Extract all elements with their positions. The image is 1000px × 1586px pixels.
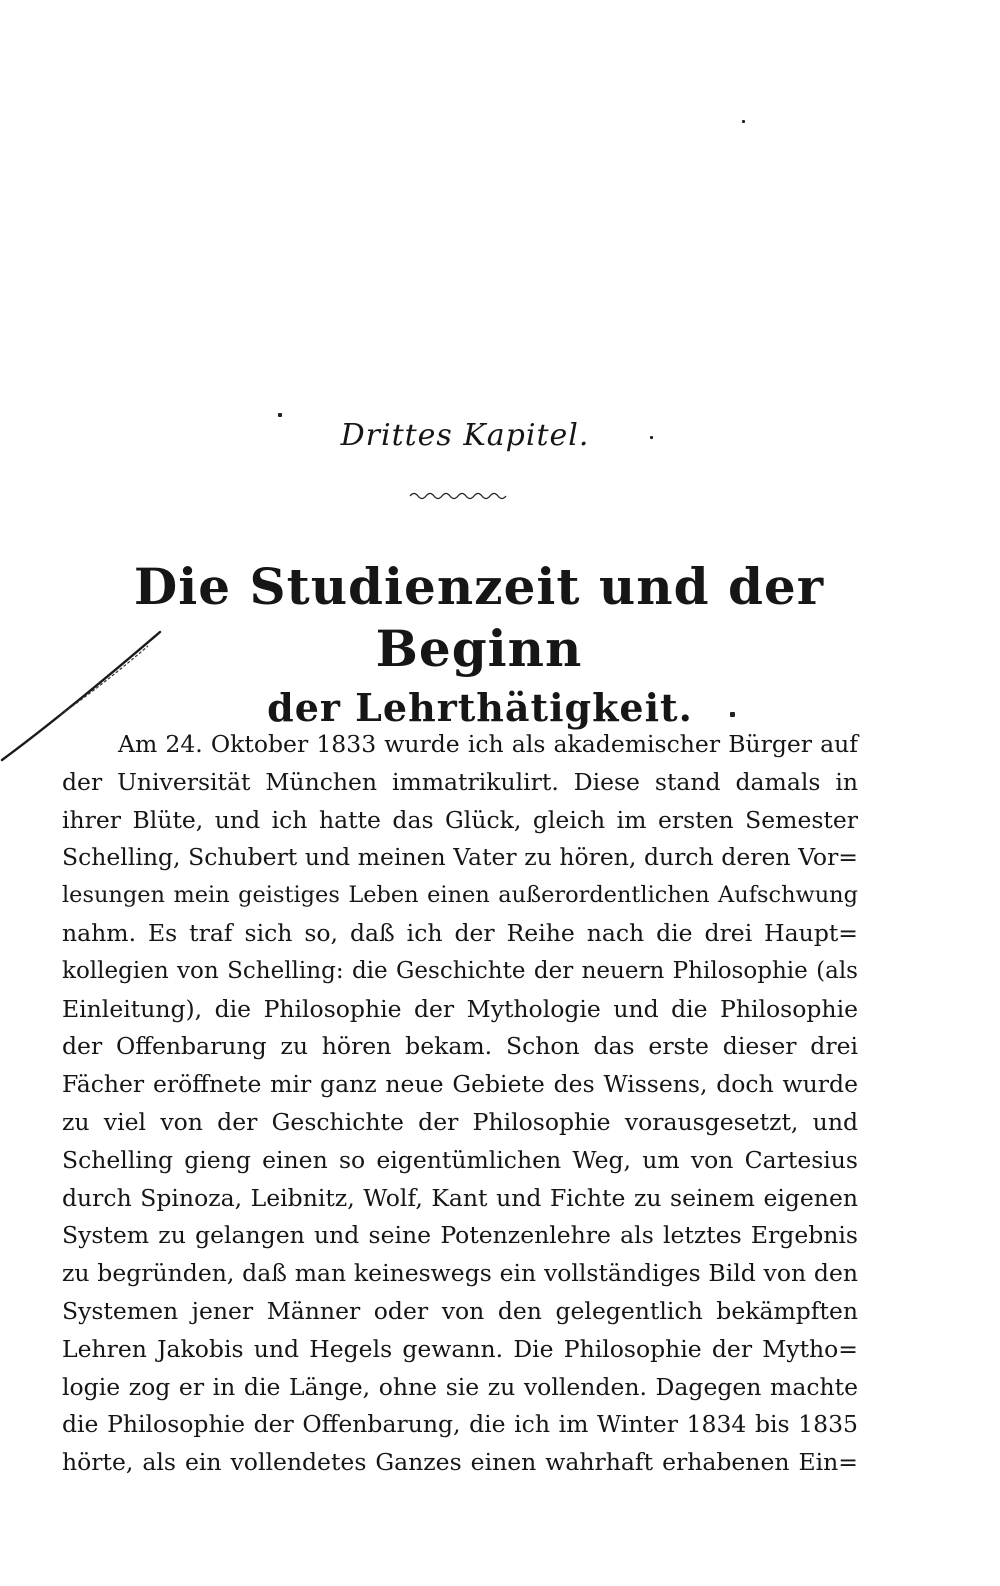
text-line: Fächer eröffnete mir ganz neue Gebiete des Wissens, doch wurde [62, 1070, 858, 1099]
body-text [62, 726, 858, 1482]
chapter-label: Drittes Kapitel. [340, 418, 590, 453]
ornament-divider [408, 488, 512, 502]
ink-speck [650, 436, 653, 439]
text-line: hörte, als ein vollendetes Ganzes einen wahrhaft erhabenen Ein= [62, 1448, 858, 1477]
text-line: der Offenbarung zu hören bekam. Schon das erste dieser drei [62, 1032, 858, 1061]
text-line: Am 24. Oktober 1833 wurde ich als akademischer Bürger auf [118, 730, 858, 758]
text-line: Schelling, Schubert und meinen Vater zu hören, durch deren Vor= [62, 843, 858, 872]
text-line: zu viel von der Geschichte der Philosophie vorausgesetzt, und [62, 1107, 858, 1136]
text-line: lesungen mein geistiges Leben einen außerordentlichen Aufschwung [62, 882, 858, 909]
text-line: nahm. Es traf sich so, daß ich der Reihe nach die drei Haupt= [62, 918, 858, 947]
ink-speck [278, 413, 282, 417]
text-line: System zu gelangen und seine Potenzenlehre als letztes Ergebnis [62, 1221, 858, 1250]
text-line: ihrer Blüte, und ich hatte das Glück, gleich im ersten Semester [62, 805, 858, 834]
ink-speck [730, 712, 735, 717]
text-line: zu begründen, daß man keineswegs ein vollständiges Bild von den [62, 1259, 858, 1288]
text-line: die Philosophie der Offenbarung, die ich im Winter 1834 bis 1835 [62, 1410, 858, 1439]
text-line: Schelling gieng einen so eigentümlichen Weg, um von Cartesius [62, 1145, 858, 1174]
text-line: kollegien von Schelling: die Geschichte der neuern Philosophie (als [62, 957, 858, 984]
text-line: Einleitung), die Philosophie der Mythologie und die Philosophie [62, 994, 858, 1023]
ink-speck [742, 120, 745, 123]
text-line: Systemen jener Männer oder von den gelegentlich bekämpften [62, 1296, 858, 1325]
title-line-1: Die Studienzeit und der Beginn [133, 557, 825, 678]
title-line-2: der Lehrthätigkeit. [267, 685, 693, 730]
text-line: Lehren Jakobis und Hegels gewann. Die Philosophie der Mytho= [62, 1334, 858, 1363]
text-line: durch Spinoza, Leibnitz, Wolf, Kant und Fichte zu seinem eigenen [62, 1183, 858, 1212]
text-line: logie zog er in die Länge, ohne sie zu vollenden. Dagegen machte [62, 1372, 858, 1401]
text-line: der Universität München immatrikulirt. Diese stand damals in [62, 767, 858, 796]
